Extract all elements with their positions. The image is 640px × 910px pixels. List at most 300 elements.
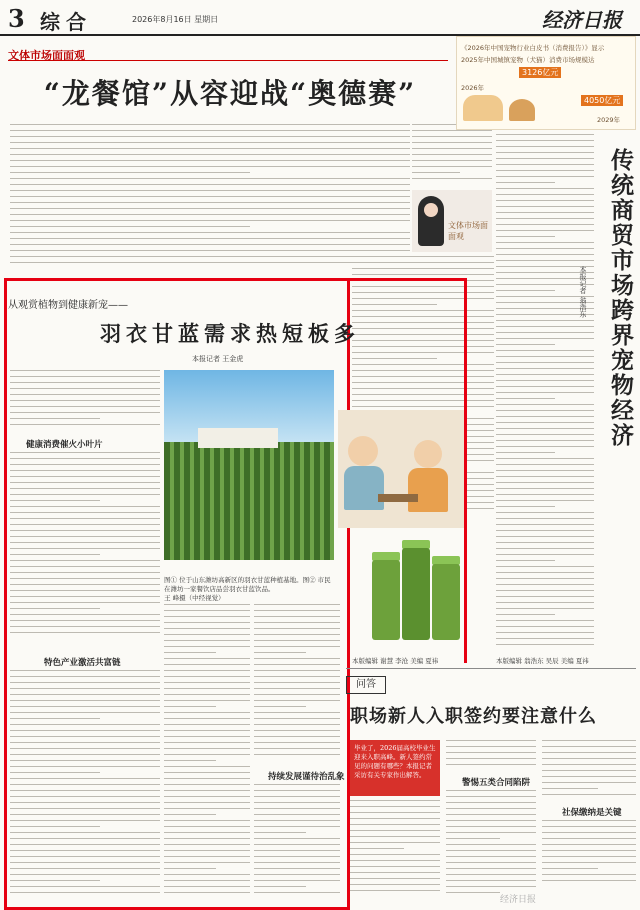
text-line [496, 614, 555, 615]
article-body-right [496, 134, 594, 652]
text-line [10, 892, 160, 893]
text-line [10, 560, 160, 561]
text-line [496, 548, 594, 549]
text-line [10, 494, 160, 495]
text-line [542, 746, 636, 747]
text-line [10, 844, 160, 845]
text-line [542, 820, 636, 821]
text-line [10, 850, 160, 851]
text-line [496, 452, 555, 453]
text-line [254, 676, 340, 677]
text-line [496, 134, 594, 135]
text-line [10, 184, 410, 185]
text-line [496, 422, 594, 423]
text-line [10, 718, 100, 719]
text-line [10, 418, 100, 419]
text-line [496, 482, 594, 483]
text-line [10, 136, 410, 137]
text-line [496, 578, 594, 579]
text-line [254, 796, 340, 797]
page-number: 3 [8, 4, 25, 33]
text-line [10, 530, 160, 531]
text-line [496, 530, 594, 531]
column-bar [8, 44, 448, 61]
text-line [164, 892, 250, 893]
text-line [10, 542, 160, 543]
text-line [10, 388, 160, 389]
text-line [164, 658, 250, 659]
text-line [10, 838, 160, 839]
text-line [10, 706, 160, 707]
text-line [10, 584, 160, 585]
text-line [254, 850, 340, 851]
text-line [542, 844, 636, 845]
text-line [10, 742, 160, 743]
text-line [352, 268, 494, 269]
text-line [10, 862, 160, 863]
text-line [10, 412, 160, 413]
text-line [496, 488, 594, 489]
text-line [496, 536, 594, 537]
text-line [496, 434, 594, 435]
text-line [254, 844, 340, 845]
text-line [446, 850, 536, 851]
text-line [10, 620, 160, 621]
text-line [10, 500, 100, 501]
text-line [254, 712, 340, 713]
text-line [496, 194, 594, 195]
infographic-value-2: 4050亿元 [581, 95, 623, 106]
headline-dragon-restaurant[interactable]: “龙餐馆”从容迎战“奥德赛” [43, 77, 417, 110]
text-line [10, 470, 160, 471]
text-line [10, 124, 410, 125]
text-line [10, 596, 160, 597]
text-line [10, 524, 160, 525]
text-line [10, 790, 160, 791]
infographic-value-1: 3126亿元 [519, 67, 561, 78]
greenhouse-icon [198, 428, 278, 448]
right-vertical-title[interactable]: 传统商贸市场跨界宠物经济 [607, 148, 634, 448]
text-line [164, 772, 250, 773]
text-line [164, 880, 250, 881]
feature-kicker: 从观赏植物到健康新宠—— [8, 300, 128, 311]
text-line [254, 814, 340, 815]
text-line [496, 374, 594, 375]
column-label: 文体市场面面观 [8, 49, 85, 62]
feature-body-col2 [164, 604, 250, 900]
text-line [542, 856, 636, 857]
text-line [496, 206, 594, 207]
editors-line: 本版编辑 谢慧 李沧 美编 夏祎 [352, 657, 439, 665]
text-line [350, 812, 440, 813]
text-line [254, 736, 340, 737]
text-line [164, 844, 250, 845]
text-line [10, 802, 160, 803]
text-line [10, 730, 160, 731]
text-line [164, 724, 250, 725]
text-line [10, 778, 160, 779]
text-line [10, 452, 160, 453]
person-icon-2 [414, 440, 442, 468]
text-line [412, 148, 492, 149]
text-line [164, 700, 250, 701]
text-line [10, 476, 160, 477]
text-line [10, 130, 410, 131]
text-line [446, 740, 536, 741]
text-line [496, 260, 594, 261]
text-line [542, 770, 636, 771]
text-line [446, 814, 536, 815]
qa-body-col2 [446, 740, 536, 770]
text-line [164, 760, 216, 761]
text-line [496, 584, 594, 585]
text-line [542, 758, 636, 759]
pet-cat-icon [509, 99, 535, 121]
text-line [164, 754, 250, 755]
qa-body-col1 [350, 800, 440, 900]
feature-subhead-1: 健康消费催火小叶片 [26, 440, 103, 450]
text-line [10, 724, 160, 725]
text-line [10, 676, 160, 677]
text-line [164, 826, 250, 827]
feature-body-col3 [254, 604, 340, 764]
text-line [254, 808, 340, 809]
text-line [254, 802, 340, 803]
text-line [496, 554, 594, 555]
text-line [10, 796, 160, 797]
infographic-year: 2029年 [597, 116, 621, 124]
text-line [446, 856, 536, 857]
text-line [496, 602, 594, 603]
text-line [496, 566, 594, 567]
text-line [446, 844, 536, 845]
text-line [10, 400, 160, 401]
text-line [254, 622, 340, 623]
text-line [164, 670, 250, 671]
text-line [496, 170, 594, 171]
text-line [496, 560, 555, 561]
text-line [10, 608, 100, 609]
text-line [10, 262, 410, 263]
text-line [10, 736, 160, 737]
qa-tag: 问答 [346, 676, 386, 694]
text-line [164, 874, 250, 875]
text-line [164, 778, 250, 779]
text-line [10, 202, 410, 203]
text-line [254, 610, 340, 611]
text-line [10, 578, 160, 579]
text-line [10, 590, 160, 591]
text-line [446, 764, 536, 765]
masthead [0, 0, 640, 36]
feature-body-col1b [10, 452, 160, 642]
kale-field-photo[interactable] [164, 370, 334, 560]
text-line [10, 700, 160, 701]
text-line [164, 706, 216, 707]
text-line [496, 386, 594, 387]
text-line [164, 676, 250, 677]
columnist-card-label: 文体市场面面观 [448, 221, 488, 241]
text-line [254, 628, 340, 629]
text-line [254, 820, 340, 821]
text-line [254, 832, 306, 833]
text-line [496, 188, 594, 189]
text-line [496, 152, 594, 153]
text-line [254, 730, 340, 731]
feature-subhead-3: 持续发展谨待治乱象 [268, 772, 345, 782]
text-line [10, 178, 410, 179]
text-line [542, 880, 636, 881]
text-line [10, 880, 100, 881]
text-line [446, 868, 536, 869]
text-line [496, 494, 594, 495]
text-line [254, 652, 306, 653]
text-line [542, 874, 636, 875]
text-line [542, 794, 636, 795]
text-line [496, 458, 594, 459]
text-line [10, 148, 410, 149]
text-line [496, 398, 555, 399]
text-line [10, 424, 160, 425]
text-line [496, 236, 555, 237]
text-line [496, 512, 594, 513]
text-line [164, 868, 216, 869]
text-line [496, 242, 594, 243]
text-line [164, 694, 250, 695]
text-line [254, 784, 340, 785]
text-line [164, 850, 250, 851]
text-line [10, 754, 160, 755]
article-body-top-mid [412, 124, 492, 186]
text-line [164, 688, 250, 689]
text-line [496, 476, 594, 477]
text-line [10, 602, 160, 603]
text-line [496, 212, 594, 213]
text-line [10, 154, 410, 155]
text-line [496, 590, 594, 591]
text-line [254, 790, 340, 791]
table-icon [378, 494, 418, 502]
text-line [254, 826, 340, 827]
text-line [496, 572, 594, 573]
text-line [10, 172, 250, 173]
text-line [446, 874, 536, 875]
text-line [164, 622, 250, 623]
feature-subhead-2: 特色产业激活共富链 [44, 658, 121, 668]
text-line [350, 848, 404, 849]
text-line [350, 800, 440, 801]
text-line [446, 820, 536, 821]
text-line [164, 646, 250, 647]
text-line [496, 140, 594, 141]
text-line [412, 136, 492, 137]
text-line [254, 700, 340, 701]
text-line [496, 404, 594, 405]
text-line [496, 200, 594, 201]
text-line [412, 142, 492, 143]
text-line [254, 838, 340, 839]
text-line [446, 862, 536, 863]
watermark: 经济日报 [500, 895, 537, 905]
text-line [542, 782, 636, 783]
text-line [496, 164, 594, 165]
text-line [254, 694, 340, 695]
text-line [496, 464, 594, 465]
text-line [164, 610, 250, 611]
text-line [10, 394, 160, 395]
text-line [10, 382, 160, 383]
text-line [10, 256, 410, 257]
section-name: 综合 [40, 10, 92, 34]
text-line [10, 458, 160, 459]
text-line [254, 856, 340, 857]
text-line [164, 640, 250, 641]
text-line [10, 548, 160, 549]
text-line [350, 836, 440, 837]
text-line [10, 214, 410, 215]
text-line [10, 554, 100, 555]
text-line [446, 790, 536, 791]
text-line [254, 682, 340, 683]
text-line [254, 616, 340, 617]
text-line [496, 344, 555, 345]
text-line [10, 464, 160, 465]
text-line [496, 362, 594, 363]
text-line [496, 380, 594, 381]
text-line [542, 788, 598, 789]
text-line [254, 892, 340, 893]
text-line [254, 862, 340, 863]
text-line [496, 224, 594, 225]
text-line [350, 884, 440, 885]
qa-body-col3b [542, 820, 636, 890]
feature-headline[interactable]: 羽衣甘蓝需求热短板多 [100, 321, 360, 346]
text-line [164, 802, 250, 803]
text-line [164, 730, 250, 731]
text-line [496, 350, 594, 351]
text-line [496, 254, 594, 255]
text-line [164, 832, 250, 833]
text-line [496, 542, 594, 543]
text-line [254, 658, 340, 659]
text-line [10, 748, 160, 749]
text-line [164, 796, 250, 797]
text-line [254, 724, 340, 725]
text-line [164, 784, 250, 785]
text-line [496, 620, 594, 621]
text-line [164, 862, 250, 863]
text-line [254, 706, 306, 707]
infographic-line-1: 《2026年中国宠物行业白皮书（消费报告）》显示 [461, 44, 605, 52]
text-line [446, 826, 536, 827]
text-line [496, 320, 594, 321]
text-line [10, 572, 160, 573]
text-line [254, 754, 340, 755]
text-line [254, 670, 340, 671]
text-line [446, 838, 500, 839]
qa-headline[interactable]: 职场新人入职签约要注意什么 [350, 706, 597, 727]
text-line [496, 470, 594, 471]
text-line [10, 856, 160, 857]
text-line [10, 370, 160, 371]
text-line [446, 752, 536, 753]
text-line [496, 608, 594, 609]
text-line [254, 688, 340, 689]
text-line [254, 646, 340, 647]
text-line [496, 356, 594, 357]
text-line [10, 536, 160, 537]
text-line [164, 766, 250, 767]
text-line [350, 818, 440, 819]
text-line [10, 808, 160, 809]
text-line [446, 892, 500, 893]
text-line [10, 886, 160, 887]
text-line [10, 166, 410, 167]
text-line [164, 808, 250, 809]
text-line [496, 428, 594, 429]
text-line [10, 190, 410, 191]
drink-illustration[interactable] [338, 410, 464, 528]
pet-illustration-icon [463, 95, 503, 121]
text-line [10, 238, 410, 239]
text-line [496, 176, 594, 177]
text-line [496, 416, 594, 417]
text-line [254, 748, 340, 749]
text-line [446, 758, 536, 759]
feature-body-col1 [10, 370, 160, 430]
text-line [164, 664, 250, 665]
text-line [164, 682, 250, 683]
text-line [496, 290, 555, 291]
text-line [254, 868, 340, 869]
text-line [412, 172, 460, 173]
text-line [10, 760, 160, 761]
text-line [10, 196, 410, 197]
text-line [446, 802, 536, 803]
text-line [10, 784, 160, 785]
text-line [10, 208, 410, 209]
text-line [10, 688, 160, 689]
text-line [10, 694, 160, 695]
text-line [164, 790, 250, 791]
text-line [496, 626, 594, 627]
text-line [446, 796, 536, 797]
text-line [10, 832, 160, 833]
text-line [446, 880, 536, 881]
text-line [542, 752, 636, 753]
text-line [496, 638, 594, 639]
text-line [350, 860, 440, 861]
text-line [10, 614, 160, 615]
text-line [10, 632, 160, 633]
text-line [10, 226, 250, 227]
text-line [254, 874, 340, 875]
text-line [412, 130, 492, 131]
text-line [164, 814, 216, 815]
text-line [496, 644, 594, 645]
text-line [412, 160, 492, 161]
text-line [164, 886, 250, 887]
person-icon [348, 436, 378, 466]
text-line [254, 604, 340, 605]
text-line [496, 368, 594, 369]
photo-credit: 王 峰摄（中经视觉） [164, 594, 225, 602]
text-line [412, 154, 492, 155]
text-line [350, 806, 440, 807]
text-line [10, 406, 160, 407]
text-line [164, 634, 250, 635]
columnist-avatar [418, 196, 444, 246]
